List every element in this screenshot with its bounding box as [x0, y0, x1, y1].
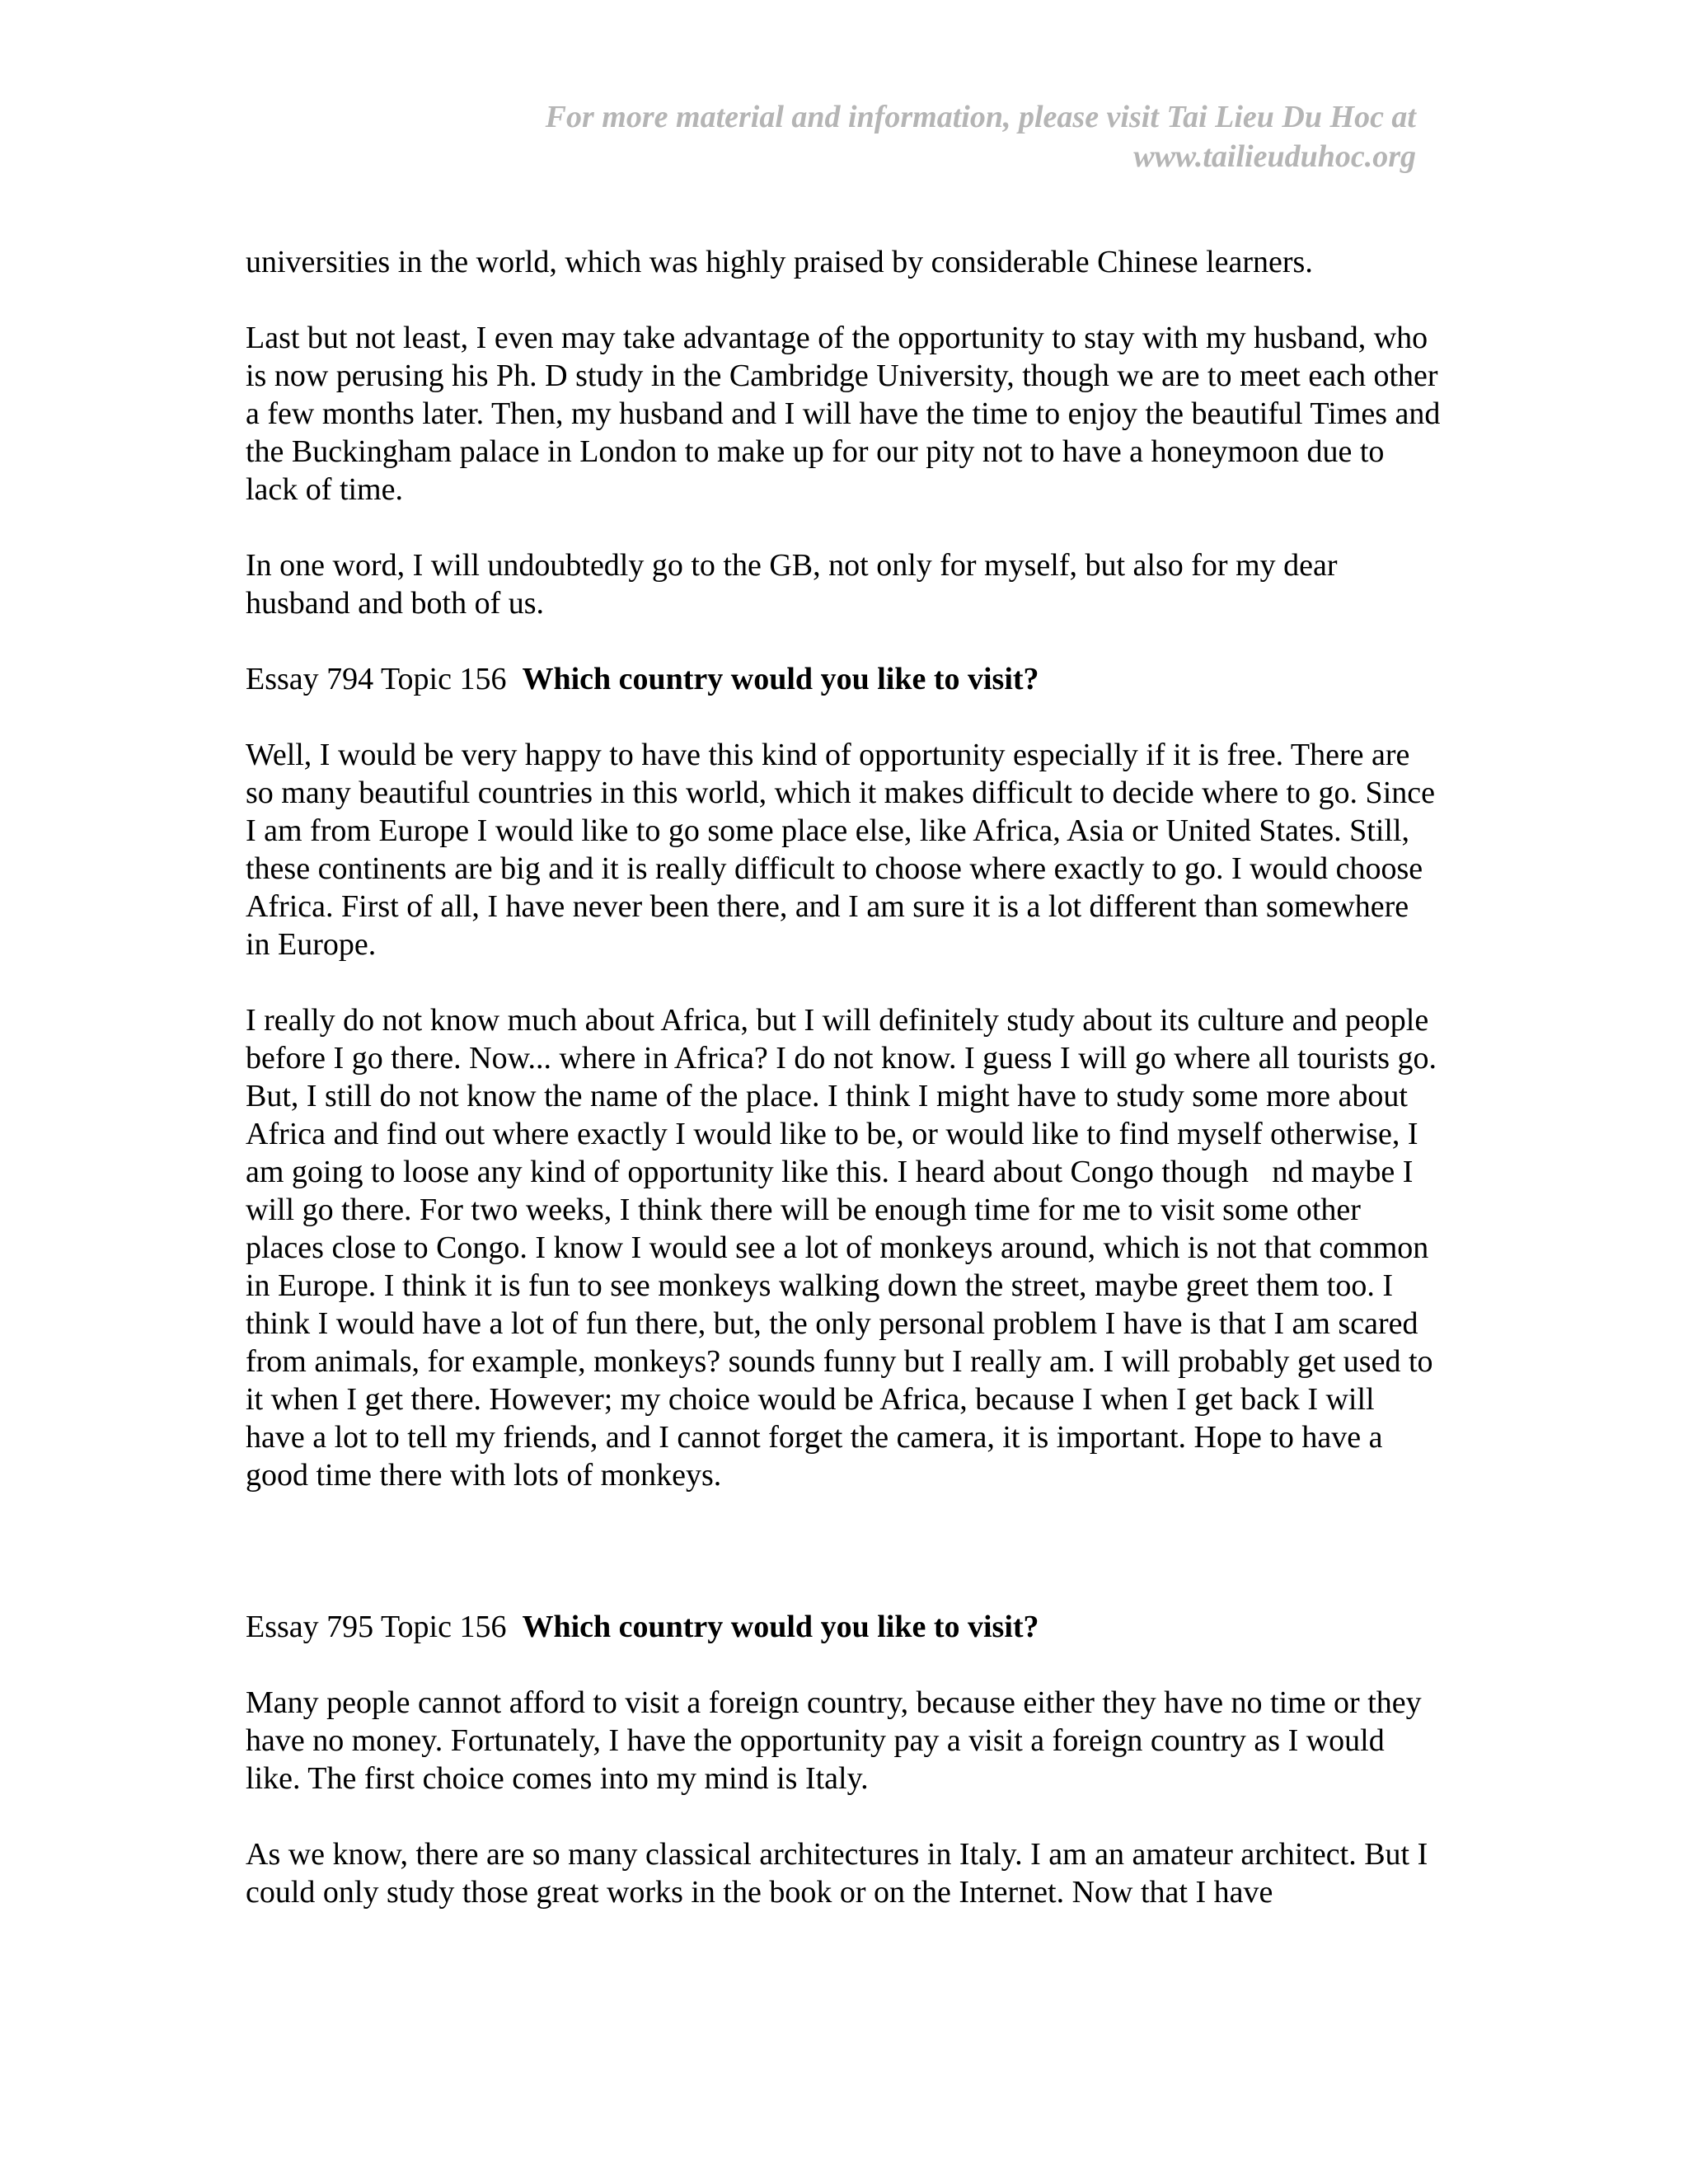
essay-794-label: Essay 794 Topic 156	[246, 662, 507, 696]
paragraph: As we know, there are so many classical architectures in Italy. I am an amateur architect. But I could only study those great works in the book or on the Internet. Now that I have	[246, 1837, 1428, 1910]
paragraph: Many people cannot afford to visit a foreign country, because either they have no time or they have no money. Fortunately, I have the opportunity pay a visit a foreign country as I would like. The first choice comes into my mind is Italy.	[246, 1685, 1422, 1796]
paragraph: Last but not least, I even may take advantage of the opportunity to stay with my husband, who is now perusing his Ph. D study in the Cambridge University, though we are to meet each other a few months later. Then, my husband and I will have the time to enjoy the beautiful Times and the Buckingham palace in London to make up for our pity not to have a honeymoon due to lack of time.	[246, 321, 1441, 507]
header-line-1: For more material and information, please visit Tai Lieu Du Hoc at	[545, 100, 1416, 134]
page-header	[427, 97, 1416, 176]
essay-795-heading	[246, 1608, 1441, 1646]
paragraph: I really do not know much about Africa, but I will definitely study about its culture and people before I go there. Now... where in Africa? I do not know. I guess I will go where all tourists go. But, I still do not know the name of the place. I think I might have to study some more about Africa and find out where exactly I would like to be, or would like to find myself otherwise, I am going to loose any kind of opportunity like this. I heard about Congo though nd maybe I will go there. For two weeks, I think there will be enough time for me to visit some other places close to Congo. I know I would see a lot of monkeys around, which is not that common in Europe. I think it is fun to see monkeys walking down the street, maybe greet them too. I think I would have a lot of fun there, but, the only personal problem I have is that I am scared from animals, for example, monkeys? sounds funny but I really am. I will probably get used to it when I get there. However; my choice would be Africa, because I when I get back I will have a lot to tell my friends, and I cannot forget the camera, it is important. Hope to have a good time there with lots of monkeys.	[246, 1003, 1445, 1493]
essay-795-label: Essay 795 Topic 156	[246, 1610, 507, 1644]
paragraph: In one word, I will undoubtedly go to the GB, not only for myself, but also for my dear husband and both of us.	[246, 548, 1338, 621]
paragraph: Well, I would be very happy to have this kind of opportunity especially if it is free. There are so many beautiful countries in this world, which it makes difficult to decide where to go. Since I am from Europe I would like to go some place else, like Africa, Asia or United States. Still, these continents are big and it is really difficult to choose where exactly to go. I would choose Africa. First of all, I have never been there, and I am sure it is a lot different than somewhere in Europe.	[246, 738, 1435, 962]
essay-795-question: Which country would you like to visit?	[522, 1610, 1039, 1644]
header-line-2: www.tailieuduhoc.org	[1133, 139, 1416, 174]
document-body	[246, 243, 1445, 1949]
paragraph: universities in the world, which was highly praised by considerable Chinese learners.	[246, 245, 1313, 279]
essay-794-question: Which country would you like to visit?	[522, 662, 1039, 696]
section-gap	[246, 1532, 1441, 1608]
essay-794-heading	[246, 660, 1441, 698]
